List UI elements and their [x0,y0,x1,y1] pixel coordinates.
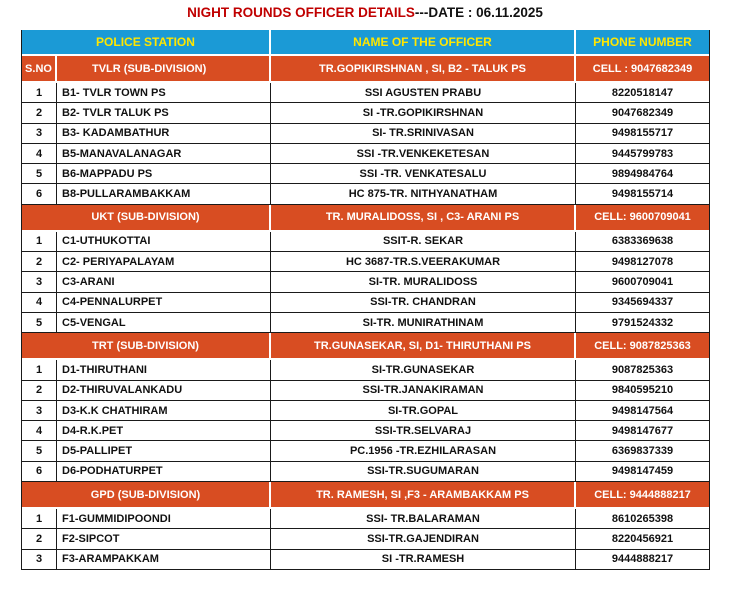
row-officer: SI-TR.GUNASEKAR [271,360,576,379]
row-phone: 9047682349 [611,106,674,119]
row-phone: 9445799783 [611,147,674,160]
table-row [22,529,709,549]
division-phone: CELL: 9087825363 [594,339,691,352]
division-officer: TR.GOPIKIRSHNAN , SI, B2 - TALUK PS [271,56,576,81]
row-sno: 1 [22,509,57,528]
row-phone: 9498127078 [611,255,674,268]
division-phone: CELL: 9444888217 [594,488,691,501]
row-station: C1-UTHUKOTTAI [57,232,271,251]
row-phone: 6383369638 [611,235,674,248]
row-phone: 8220518147 [611,86,674,99]
header-station: POLICE STATION [22,30,271,54]
table-row [22,103,709,123]
row-sno: 2 [22,529,57,548]
row-officer: SI -TR.GOPIKIRSHNAN [271,103,576,122]
row-sno: 2 [22,103,57,122]
row-phone: 9600709041 [611,276,674,289]
row-station: F1-GUMMIDIPOONDI [57,509,271,528]
row-sno: 4 [22,293,57,312]
row-officer: HC 875-TR. NITHYANATHAM [271,184,576,203]
row-station: D1-THIRUTHANI [57,360,271,379]
sno-label: S.NO [22,56,57,81]
row-station: C2- PERIYAPALAYAM [57,252,271,271]
row-station: B6-MAPPADU PS [57,164,271,183]
table-row [22,509,709,529]
table-row [22,232,709,252]
row-station: D6-PODHATURPET [57,462,271,481]
division-row [22,205,709,232]
table-row [22,550,709,570]
row-sno: 5 [22,313,57,332]
row-station: B3- KADAMBATHUR [57,124,271,143]
title-date: ---DATE : 06.11.2025 [414,5,543,20]
table-row [22,293,709,313]
row-officer: SSI-TR.SUGUMARAN [271,462,576,481]
row-officer: SI-TR.GOPAL [271,401,576,420]
row-officer: PC.1956 -TR.EZHILARASAN [271,441,576,460]
row-sno: 6 [22,462,57,481]
row-sno: 2 [22,381,57,400]
row-sno: 5 [22,441,57,460]
row-officer: SSI -TR. VENKATESALU [271,164,576,183]
division-name: UKT (SUB-DIVISION) [22,205,271,230]
row-station: B5-MANAVALANAGAR [57,144,271,163]
row-station: F2-SIPCOT [57,529,271,548]
table-row [22,252,709,272]
table-row [22,124,709,144]
table-row [22,83,709,103]
division-phone: CELL: 9600709041 [594,211,691,224]
table-row [22,313,709,333]
row-sno: 1 [22,360,57,379]
row-phone: 9498155714 [611,188,674,201]
row-officer: SSI-TR.GAJENDIRAN [271,529,576,548]
officer-table [21,30,710,570]
table-row [22,441,709,461]
row-phone: 9498147564 [611,404,674,417]
table-body [22,56,709,570]
table-row [22,272,709,292]
row-officer: SSIT-R. SEKAR [271,232,576,251]
row-sno: 3 [22,124,57,143]
division-name: GPD (SUB-DIVISION) [22,482,271,507]
row-phone: 9840595210 [611,384,674,397]
table-row [22,360,709,380]
division-row [22,482,709,509]
row-station: B8-PULLARAMBAKKAM [57,184,271,203]
title-main: NIGHT ROUNDS OFFICER DETAILS [187,5,415,20]
row-station: C3-ARANI [57,272,271,291]
row-phone: 6369837339 [611,445,674,458]
table-row [22,401,709,421]
row-phone: 9087825363 [611,363,674,376]
division-name: TVLR (SUB-DIVISION) [57,56,271,81]
header-officer: NAME OF THE OFFICER [271,30,576,54]
row-officer: SI -TR.RAMESH [271,550,576,569]
division-officer: TR. MURALIDOSS, SI , C3- ARANI PS [271,205,576,230]
row-sno: 3 [22,401,57,420]
row-officer: SSI -TR.VENKEKETESAN [271,144,576,163]
table-row [22,184,709,204]
division-row [22,333,709,360]
row-station: D2-THIRUVALANKADU [57,381,271,400]
row-officer: SSI- TR.BALARAMAN [271,509,576,528]
row-officer: SSI-TR.JANAKIRAMAN [271,381,576,400]
row-station: D4-R.K.PET [57,421,271,440]
table-row [22,421,709,441]
division-officer: TR. RAMESH, SI ,F3 - ARAMBAKKAM PS [271,482,576,507]
row-officer: SI-TR. MUNIRATHINAM [271,313,576,332]
row-station: C5-VENGAL [57,313,271,332]
row-sno: 6 [22,184,57,203]
table-row [22,381,709,401]
row-sno: 4 [22,421,57,440]
row-officer: SI-TR. MURALIDOSS [271,272,576,291]
row-officer: HC 3687-TR.S.VEERAKUMAR [271,252,576,271]
row-phone: 9345694337 [611,296,674,309]
row-phone: 9498147677 [611,424,674,437]
row-phone: 9498147459 [611,465,674,478]
row-phone: 9894984764 [611,167,674,180]
row-sno: 1 [22,232,57,251]
row-phone: 9444888217 [611,553,674,566]
table-row [22,462,709,482]
division-name: TRT (SUB-DIVISION) [22,333,271,358]
table-row [22,164,709,184]
row-station: C4-PENNALURPET [57,293,271,312]
row-phone: 9791524332 [611,316,674,329]
division-officer: TR.GUNASEKAR, SI, D1- THIRUTHANI PS [271,333,576,358]
row-sno: 2 [22,252,57,271]
row-phone: 9498155717 [611,127,674,140]
row-station: B2- TVLR TALUK PS [57,103,271,122]
division-row [22,56,709,83]
row-officer: SI- TR.SRINIVASAN [271,124,576,143]
row-phone: 8220456921 [611,532,674,545]
table-header [22,30,709,56]
row-sno: 1 [22,83,57,102]
row-officer: SSI AGUSTEN PRABU [271,83,576,102]
row-station: B1- TVLR TOWN PS [57,83,271,102]
division-phone: CELL : 9047682349 [592,62,693,75]
row-sno: 3 [22,272,57,291]
row-station: D3-K.K CHATHIRAM [57,401,271,420]
row-phone: 8610265398 [611,512,674,525]
row-sno: 5 [22,164,57,183]
row-station: D5-PALLIPET [57,441,271,460]
table-row [22,144,709,164]
row-officer: SSI-TR.SELVARAJ [271,421,576,440]
page-title [0,5,730,20]
row-sno: 3 [22,550,57,569]
row-sno: 4 [22,144,57,163]
header-phone: PHONE NUMBER [593,35,692,49]
row-station: F3-ARAMPAKKAM [57,550,271,569]
row-officer: SSI-TR. CHANDRAN [271,293,576,312]
